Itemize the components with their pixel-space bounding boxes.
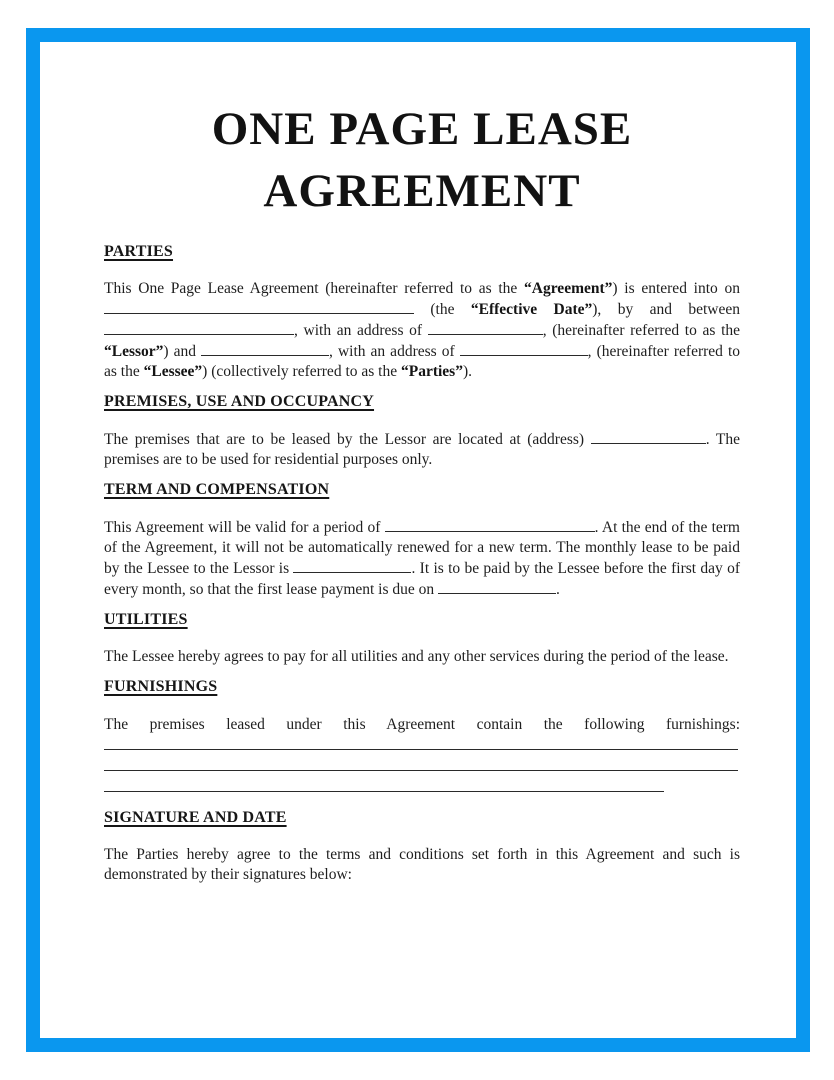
section-term xyxy=(104,480,740,600)
document-title xyxy=(104,98,740,222)
fill-in-blank xyxy=(460,341,588,356)
content-area xyxy=(40,42,796,1038)
fill-in-blank xyxy=(104,735,738,750)
section-parties xyxy=(104,242,740,382)
parties-paragraph: This One Page Lease Agreement (hereinafter referred to as the “Agreement”) is entered into on (the “Effective Date”), by and between , with an address of , (hereinafter referred to as the “Lessor”) and , with an address of , (hereinafter referred to as the “Lessee”) (collectively referred to as the “Parties”). xyxy=(104,280,740,380)
fill-in-blank xyxy=(104,299,414,314)
defined-term: “Parties” xyxy=(400,363,463,380)
title-line-1: ONE PAGE LEASE xyxy=(211,103,633,155)
utilities-heading: UTILITIES xyxy=(104,611,188,628)
fill-in-blank xyxy=(591,429,706,444)
section-furnishings xyxy=(104,677,740,798)
fill-in-blank xyxy=(385,517,595,532)
premises-paragraph: The premises that are to be leased by the Lessor are located at (address) . The premises are to be used for residential purposes only. xyxy=(104,431,740,468)
fill-in-blank xyxy=(428,320,543,335)
premises-heading: PREMISES, USE AND OCCUPANCY xyxy=(104,393,375,410)
fill-in-blank xyxy=(104,777,664,792)
furnishings-paragraph: The premises leased under this Agreement contain the following furnishings: xyxy=(104,714,740,798)
fill-in-blank xyxy=(293,558,411,573)
term-heading: TERM AND COMPENSATION xyxy=(104,481,330,498)
fill-in-blank xyxy=(104,756,738,771)
title-line-2: AGREEMENT xyxy=(263,165,581,217)
signature-heading: SIGNATURE AND DATE xyxy=(104,809,287,826)
defined-term: “Lessee” xyxy=(143,363,203,380)
term-paragraph: This Agreement will be valid for a period of . At the end of the term of the Agreement, it will not be automatically renewed for a new term. The monthly lease to be paid by the Lessee to the Lessor is . It is to be paid by the Lessee before the first day of every month, so that the first lease payment is due on . xyxy=(104,519,740,598)
parties-heading: PARTIES xyxy=(104,243,174,260)
fill-in-blank xyxy=(438,579,556,594)
section-signature xyxy=(104,808,740,885)
fill-in-blank xyxy=(104,320,294,335)
utilities-paragraph: The Lessee hereby agrees to pay for all utilities and any other services during the period of the lease. xyxy=(104,648,729,665)
signature-paragraph: The Parties hereby agree to the terms and conditions set forth in this Agreement and such is demonstrated by their signatures below: xyxy=(104,846,740,883)
blue-border-frame xyxy=(26,28,810,1052)
section-utilities xyxy=(104,610,740,667)
furnishings-heading: FURNISHINGS xyxy=(104,678,218,695)
defined-term: “Effective Date” xyxy=(470,301,593,318)
section-premises xyxy=(104,392,740,470)
defined-term: “Agreement” xyxy=(524,280,613,297)
defined-term: “Lessor” xyxy=(104,343,164,360)
fill-in-blank xyxy=(201,341,329,356)
